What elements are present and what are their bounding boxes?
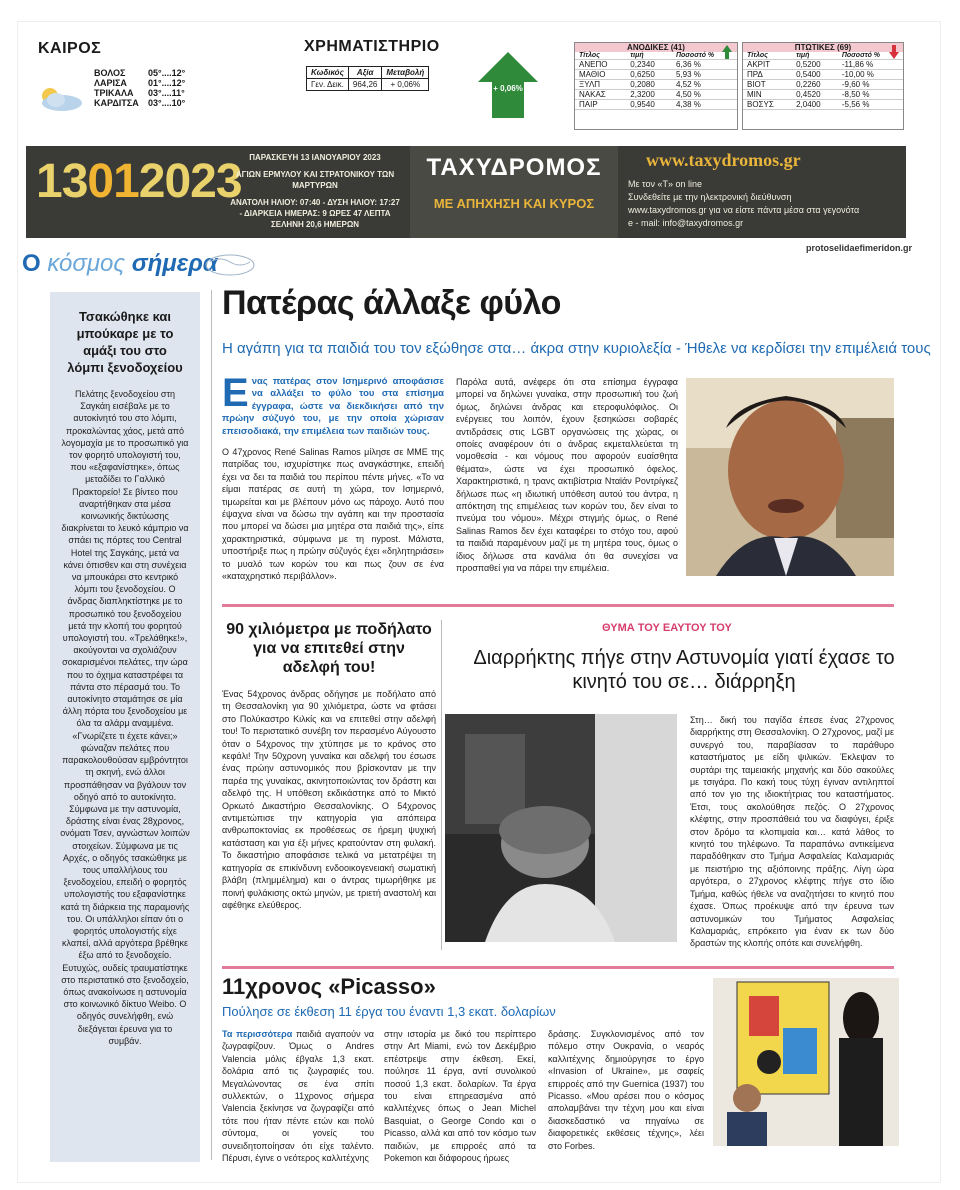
- section-label: Ο κόσμος σήμερα: [22, 250, 218, 277]
- table-row: ΑΝΕΠΟ 0,2340 6,36 %: [575, 60, 737, 70]
- table-row: ΜΙΝ 0,4520 -8,50 %: [743, 90, 903, 100]
- col-header: Ποσοστό %: [838, 52, 903, 60]
- daylength-text: - ΔΙΑΡΚΕΙΑ ΗΜΕΡΑΣ: 9 ΩΡΕΣ 47 ΛΕΠΤΑ: [239, 209, 391, 218]
- sidebar-headline: Τσακώθηκε και μπούκαρε με το αμάξι του στο λόμπι ξενοδοχείου: [67, 309, 183, 375]
- story4-subhead: Πούλησε σε έκθεση 11 έργα του έναντι 1,3 εκατ. δολαρίων: [222, 1004, 556, 1019]
- story1-lead: Ενας πατέρας στον Ισημερινό αποφάσισε να αλλάξει το φύλο του στα επίσημα έγγραφα, ώστε να διεκδικήσει από την πρώην σύζυγό του, με την οποία χώρισαν επεισοδιακά, την επιμέλεια των παιδιών τους.: [222, 371, 444, 437]
- story2-headline: 90 χιλιόμετρα με ποδήλατο για να επιτεθεί στην αδελφή του!: [226, 621, 432, 676]
- artist-photo: [713, 978, 899, 1146]
- weather-row: [94, 98, 185, 108]
- story2-body: Ένας 54χρονος άνδρας οδήγησε με ποδήλατο από τη Θεσσαλονίκη για 90 χιλιόμετρα, ώστε να φτάσει στο Πολύκαστρο Κιλκίς και να επιτεθεί στην αδελφή του! Το περιστατικό συνέβη τον περασμένο Αύγουστο όταν ο 54χρονος την χτύπησε με το κράνος στο κεφάλι! Την 50χρονη γυναίκα και αδελφή του έσωσε ένας πρώην αστυνομικός που βρίσκονταν με την παρέα της γυναίκας, ακινητοποιώντας τον δράστη και αδελφό της. Η υπόθεση εκδικάστηκε από το Μικτό Ορκωτό Δικαστήριο Θεσσαλονίκης. Ο 54χρονος αντιμετώπισε την κατηγορία για απόπειρα ανθρωποκτονίας εκ προθέσεως σε ήρεμη ψυχική κατάσταση και για έξι μήνες κρατούνταν στη φυλακή. Το δικαστήριο αποφάσισε τελικά να μετατρέψει τη κατηγορία σε επικίνδυνη ενδοοικογενειακή σωματική βλάβη (πλημμέλημα) και ο άντρας τιμωρήθηκε με ποινή φυλάκισης οκτώ μηνών, με τριετή αναστολή και αφέθηκε ελεύθερος.: [222, 689, 436, 910]
- losers-title: ΠΤΩΤΙΚΕΣ (69): [743, 43, 903, 52]
- story3-kicker: ΘΥΜΑ ΤΟΥ ΕΑΥΤΟΥ ΤΟΥ: [602, 622, 732, 634]
- city-name: ΒΟΛΟΣ: [94, 68, 126, 78]
- city-name: ΛΑΡΙΣΑ: [94, 78, 127, 88]
- up-arrow-icon: [722, 45, 732, 59]
- man-portrait-photo: [686, 378, 894, 576]
- table-row: ΠΡΔ 0,5400 -10,00 %: [743, 70, 903, 80]
- source-credit: protoselidaefimeridon.gr: [806, 243, 913, 253]
- exchange-table: [306, 66, 429, 91]
- col-header: Ποσοστό %: [672, 52, 737, 60]
- story1-text: Ο 47χρονος René Salinas Ramos μίλησε σε ΜΜΕ της πατρίδας του, ισχυρίστηκε πως αναγκάστηκε, επειδή έχει να δει τα παιδιά του περίπου πέντε μήνες. «Το να είμαι πατέρας σε αυτή τη χώρα, τον Ισημερινό, τιμωρείται και με βλέπουν μόνο ως πάροχο. Αυτό που έψαχνα είναι να δώσω την αγάπη και την προστασία που μπορεί να δώσει μια μητέρα στα παιδιά της», είπε χαρακτηριστικά, σύμφωνα με τη nypost. Μάλιστα, υποστήριξε πως η πρώην σύζυγός έχει «δηλητηριάσει» το μυαλό των κορών του και πως ζουν σε ένα «καταχρηστικό περιβάλλον».: [222, 447, 444, 582]
- city-name: ΚΑΡΔΙΤΣΑ: [94, 98, 139, 108]
- losers-table: [742, 42, 904, 130]
- col-header: Τίτλος: [743, 52, 792, 60]
- sun-text: ΑΝΑΤΟΛΗ ΗΛΙΟΥ: 07:40 - ΔΥΣΗ ΗΛΙΟΥ: 17:27: [230, 198, 400, 207]
- gainers-table: [574, 42, 738, 130]
- table-row: ΠΑΙΡ 0,9540 4,38 %: [575, 100, 737, 110]
- city-name: ΤΡΙΚΑΛΑ: [94, 88, 134, 98]
- col-header: Αξία: [348, 67, 381, 79]
- col-header: Μεταβολή: [382, 67, 429, 79]
- story3-headline: Διαρρήκτης πήγε στην Αστυνομία γιατί έχασε το κινητό του σε… διάρρηξη: [473, 647, 895, 693]
- column-divider: [441, 620, 442, 950]
- story3-body: Στη… δική του παγίδα έπεσε ένας 27χρονος διαρρήκτης στη Θεσσαλονίκη. Ο 27χρονος, μαζί με συνεργό του, παραβίασαν το παράθυρο καταστήματος με είδη ψιλικών. Έκλεψαν το συρτάρι της ταμειακής μηχανής και δύο σακούλες με τσιγάρα. Πο κακή τους τύχη έγιναν αντιληπτοί από τον γιο της ιδιοκτήτριας του καταστήματος. Έτσι, τους ακολούθησε πεζός. Ο 27χρονος κλέφτης, στην προσπάθειά του να διαφύγει, έριξε στον δρόμο τα κλοπιμαία και… κατά λάθος το κινητό του τηλέφωνο. Τα παραπάνω αντικείμενα παραδόθηκαν στο Τμήμα Ασφαλείας Καλαμαριάς με πειστήριο της αξιόποινης πράξης. Λίγη ώρα αργότερα, ο 27χρονος κλέφτης πήγε στο ίδιο Τμήμα, καθώς ήθελε να αναζητήσει το κινητό που έχασε. Όπως προέκυψε από την έρευνα των αστυνομικών του Τμήματος Ασφαλείας Καλαμαριάς, επρόκειτο για έναν εκ των δύο δραστών της κλοπής οπότε και συνελήφθη.: [690, 715, 894, 949]
- weather-row: [94, 68, 185, 78]
- col-header: τιμή: [792, 52, 838, 60]
- cell: 964,26: [348, 79, 381, 91]
- cell: Γεν. Δεικ.: [307, 79, 349, 91]
- moon-text: ΣΕΛΗΝΗ 20,6 ΗΜΕΡΩΝ: [270, 220, 360, 229]
- site-info: Με τον «Τ» on line Συνδεθείτε με την ηλεκτρονική διεύθυνση www.taxydromos.gr για να είστε πάντα μέσα στα γεγονότα e - mail: info@taxydromos.gr: [628, 179, 860, 228]
- story4-col2: στην ιστορία με δικό του περίπτερο στην Art Miami, ενώ τον Δεκέμβριο επέστρεψε στην έκθεση. Εκεί, πούλησε 11 έργα, αντί συνολικού ποσού 1,3 εκατ. δολαρίων. Τα έργα του είναι επηρεασμένα από καλλιτέχνες όπως ο Jean Michel Basquiat, ο George Condo και ο Picasso, αλλά και από τον κόσμο των παιδιών, με επιρροές από τα Pokemon και διάφορους ήρωες: [384, 1029, 536, 1164]
- paper-slogan: ΜΕ ΑΠΗΧΗΣΗ ΚΑΙ ΚΥΡΟΣ: [433, 196, 595, 211]
- table-row: ΝΑΚΑΣ 2,3200 4,50 %: [575, 90, 737, 100]
- date-info: [222, 152, 408, 230]
- story4-col1: Τα περισσότερα παιδιά αγαπούν να ζωγραφίζουν. Όμως ο Andres Valencia μόλις έβγαλε 1,3 εκατ. δολάρια από τις ζωγραφιές του. Μεγαλώνοντας σε ένα σπίτι συλλεκτών, ο 11χρονος σήμερα Valencia ξεκίνησε να ζωγραφίζει από τότε που ήταν πέντε ετών και πολύ σύντομα, οι γονείς του συνειδητοποίησαν ότι είχε ταλέντο. Πέρυσι, έγινε ο νεότερος καλλιτέχνης: [222, 1029, 374, 1164]
- arrow-label: + 0,06%: [493, 84, 523, 93]
- city-temp: 01°....12°: [148, 78, 186, 88]
- col-header: Κωδικός: [307, 67, 349, 79]
- story1-col1: [222, 371, 444, 583]
- up-arrow-icon: [478, 52, 538, 118]
- exchange-title: ΧΡΗΜΑΤΙΣΤΗΡΙΟ: [304, 38, 440, 55]
- city-temp: 03°....10°: [148, 98, 186, 108]
- globe-icon: [204, 252, 256, 278]
- sidebar-body: Πελάτης ξενοδοχείου στη Σαγκάη εισέβαλε με το αυτοκίνητό του στο λόμπι, προκαλώντας χάος, μετά από λογομαχία με το προσωπικό για τον φορητό υπολογιστή του, που «εξαφανίστηκε», όπως μεταδίδει το Γαλλικό Πρακτορείο! Σε βίντεο που αναρτήθηκαν στα μέσα κοινωνικής δικτύωσης διακρίνεται το λευκό κάμπριο να σπάει τις πόρτες του Central Hotel της Σαγκάης, μετά να κάνει όπισθεν και στη συνέχεια να μπουκάρει στο κεντρικό λόμπι του ξενοδοχείου. Ο άνδρας διαπληκτίστηκε με το προσωπικό του ξενοδοχείου μετά την κλοπή του φορητού υπολογιστή του. «Τρελάθηκε!», ακούγονται να σχολιάζουν σοκαρισμένοι πελάτες, την ώρα που το όχημα καταστρέφει τα πάντα στο πέρασμά του. Το αυτοκίνητο σταμάτησε σε μία άλλη πόρτα του ξενοδοχείου με όλα τα αλάρμ αναμμένα. «Γνωρίζετε τι έχετε κάνει;» φώναζαν πελάτες που παρακολουθούσαν εμβρόντητοι τη σκηνή, ενώ άλλοι προσπάθησαν να βγάλουν τον οδηγό από το αυτοκίνητο. Σύμφωνα με την αστυνομία, δράστης είναι ένας 28χρονος, ονόματι Τσεν, αγνώστων λοιπών στοιχείων. Σύμφωνα με τις Αρχές, ο οδηγός τσακώθηκε με τους υπαλλήλους του ξενοδοχείου, επειδή ο φορητός υπολογιστής του εξαφανίστηκε κατά τη διάρκεια της παραμονής του. Οι υπάλληλοι είπαν ότι ο φορητός υπολογιστής είχε κλαπεί, αλλά αργότερα βρέθηκε έξω από το ξενοδοχείο. Ευτυχώς, ουδείς τραυματίστηκε στο περιστατικό στο ξενοδοχείο, όπως ανακοίνωσε η αστυνομία στο κοινωνικό δίκτυο Weibo. Ο οδηγός συνελήφθη, ενώ διεξάγεται έρευνα για το συμβάν.: [60, 389, 190, 1046]
- table-row: ΜΑΘΙΟ 0,6250 5,93 %: [575, 70, 737, 80]
- weather-row: [94, 78, 185, 88]
- cell: + 0,06%: [382, 79, 429, 91]
- site-link[interactable]: www.taxydromos.gr: [646, 150, 801, 170]
- city-temp: 03°....11°: [148, 88, 185, 98]
- col-header: τιμή: [626, 52, 672, 60]
- section-divider: [222, 604, 894, 607]
- main-headline: Πατέρας άλλαξε φύλο: [222, 284, 561, 322]
- weather-list: [94, 68, 185, 108]
- main-subhead: Η αγάπη για τα παιδιά του τον εξώθησε στα… άκρα στην κυριολεξία - Ήθελε να κερδίσει την επιμέλειά τους: [222, 340, 931, 357]
- col-header: Τίτλος: [575, 52, 626, 60]
- story1-col2: Παρόλα αυτά, ανέφερε ότι στα επίσημα έγγραφα μπορεί να δηλώνει γυναίκα, στην προσωπική του ζωή όμως, δηλώνει άνδρας και ετεροφυλόφιλος. Οι ενέργειες του λοιπόν, έχουν ξεσηκώσει σοβαρές αντιδράσεις στις LGBT οργανώσεις της χώρας, οι οποίες αναφέρουν ότι ο άνδρας εκμεταλλεύεται τη νομοθεσία - και νόμους που αφορούν ευαίσθητα θέματα», ώστε να έχει προσωπικό όφελος. Χαρακτηριστικά, η τρανς ακτιβίστρια Νταϊάν Ροντρίγκεζ δήλωσε πως «η ιδιωτική υπόθεση αυτού του άντρα, η απόκτηση της επιμέλειας των κορών του, δεν είναι το πνεύμα του νόμου». Μέχρι στιγμής όμως, ο René Salinas Ramos δεν έχει καταφέρει το στόχο του, αφού τα παιδιά παραμένουν μαζί με τη μητέρα τους, όμως ο ίδιος δήλωσε στα κανάλια ότι θα συνεχίσει να προσπαθεί για να πάρει την επιμέλεια.: [456, 377, 678, 574]
- column-divider: [211, 290, 212, 1160]
- city-temp: 05°....12°: [148, 68, 186, 78]
- date-display: 13012023: [36, 155, 242, 208]
- table-row: ΒΟΣΥΣ 2,0400 -5,56 %: [743, 100, 903, 110]
- paper-logo: [410, 146, 618, 238]
- gainers-title: ΑΝΟΔΙΚΕΣ (41): [575, 43, 737, 52]
- story4-col3: δράσης. Συγκλονισμένος από τον πόλεμο στην Ουκρανία, ο νεαρός καλλιτέχνης δημιούργησε το έργο «Invasion of Ukraine», με σαφείς επιρροές από την Guernica (1937) του Picasso. «Μου αρέσει που ο κόσμος απολαμβάνει την τέχνη μου και είναι διασκεδαστικό να πηγαίνω σε διαφορετικές εκθέσεις τέχνης», λέει στο Forbes.: [548, 1029, 704, 1151]
- table-row: ΞΥΛΠ 0,2080 4,52 %: [575, 80, 737, 90]
- cctv-photo: [445, 714, 677, 942]
- section-divider: [222, 966, 894, 969]
- paper-name: ΤΑΧΥΔΡΟΜΟΣ: [426, 154, 602, 181]
- table-row: ΑΚΡΙΤ 0,5200 -11,86 %: [743, 60, 903, 70]
- weather-title: ΚΑΙΡΟΣ: [38, 40, 102, 57]
- sidebar-story: [50, 292, 200, 1162]
- down-arrow-icon: [889, 45, 899, 59]
- day-text: ΠΑΡΑΣΚΕΥΗ 13 ΙΑΝΟΥΑΡΙΟΥ 2023: [249, 153, 381, 162]
- table-row: ΒΙΟΤ 0,2260 -9,60 %: [743, 80, 903, 90]
- cloud-sun-icon: [34, 86, 86, 112]
- saints-text: ΑΓΙΩΝ ΕΡΜΥΛΟΥ ΚΑΙ ΣΤΡΑΤΟΝΙΚΟΥ ΤΩΝ ΜΑΡΤΥΡΩΝ: [235, 170, 395, 190]
- weather-row: [94, 88, 185, 98]
- story4-headline: 11χρονος «Picasso»: [222, 974, 436, 999]
